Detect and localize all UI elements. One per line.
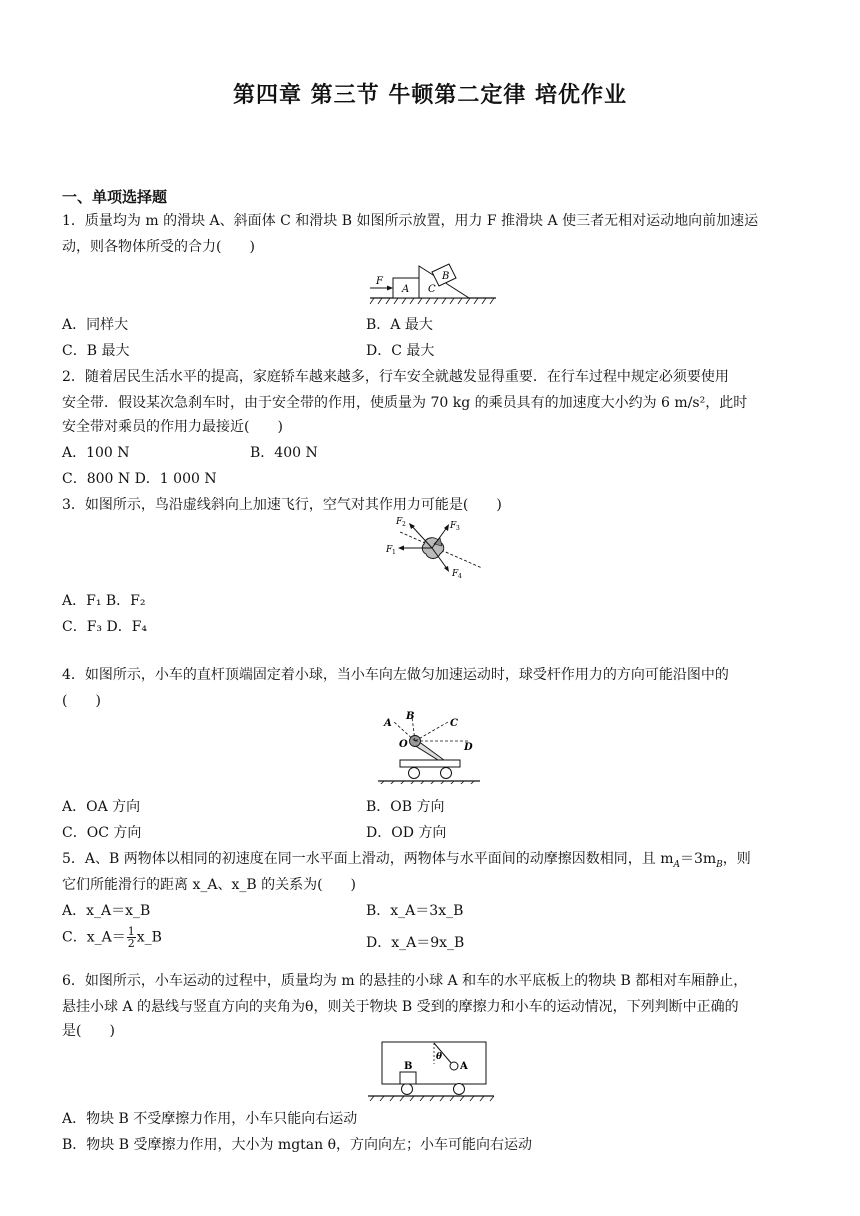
q4-option-b: B．OB 方向 (366, 799, 445, 815)
q2-option-cd: C．800 N D．1 000 N (62, 471, 217, 487)
q4-option-a: A．OA 方向 (62, 799, 141, 815)
q3-figure (378, 514, 490, 582)
q3-fig-sub-1: 1 (392, 549, 396, 556)
q1-fig-label-f: F (376, 276, 383, 287)
q1-fig-label-b: B (442, 271, 450, 282)
q6-stem-line1: 6．如图所示，小车运动的过程中，质量均为 m 的悬挂的小球 A 和车的水平底板上的物块 B 都相对车厢静止， (62, 973, 748, 989)
q5-option-d: D．x_A＝9x_B (366, 935, 465, 951)
q5-stem-line2: 它们所能滑行的距离 x_A、x_B 的关系为( ) (62, 877, 357, 893)
q6-figure (366, 1038, 496, 1102)
q3-fig-label-f3: F (450, 521, 457, 531)
q3-stem-line1: 3．如图所示，鸟沿虚线斜向上加速飞行，空气对其作用力可能是( ) (62, 497, 502, 513)
q2-stem-line3: 安全带对乘员的作用力最接近( ) (62, 419, 283, 435)
q5-option-b: B．x_A＝3x_B (366, 903, 464, 919)
q3-fig-label-f4: F (452, 569, 459, 579)
q4-stem-line1: 4．如图所示，小车的直杆顶端固定着小球，当小车向左做匀加速运动时，球受杆作用力的方向可能沿图中的 (62, 667, 729, 683)
q2-stem-line2: 安全带．假设某次急刹车时，由于安全带的作用，使质量为 70 kg 的乘员具有的加速度大小约为 6 m/s²，此时 (62, 395, 748, 411)
q6-fig-label-a: A (460, 1061, 468, 1072)
q1-figure (366, 260, 500, 306)
q3-fig-sub-2: 2 (402, 521, 406, 528)
q4-fig-label-o: O (399, 739, 408, 750)
q1-option-b: B．A 最大 (366, 317, 433, 333)
q2-option-b: B．400 N (250, 445, 318, 461)
q1-fig-label-a: A (402, 284, 410, 295)
q1-option-c: C．B 最大 (62, 343, 130, 359)
q3-option-ab: A．F₁ B．F₂ (62, 593, 146, 609)
q6-option-b: B．物块 B 受摩擦力作用，大小为 mgtan θ，方向向左；小车可能向右运动 (62, 1137, 533, 1153)
q4-stem-line2: ( ) (62, 693, 101, 709)
q6-stem-line2: 悬挂小球 A 的悬线与竖直方向的夹角为θ，则关于物块 B 受到的摩擦力和小车的运动情况，下列判断中正确的 (62, 999, 739, 1015)
q3-fig-sub-4: 4 (458, 573, 462, 580)
q4-fig-label-b: B (406, 711, 415, 722)
q5-option-c-fraction: $\frac{1}{2}$ (127, 925, 135, 950)
q5-option-c: C．x_A＝ $\frac{1}{2}$ x_B (62, 925, 162, 950)
q5-stem-line1: 5．A、B 两物体以相同的初速度在同一水平面上滑动，两物体与水平面间的动摩擦因数相同，且 $m_A=3m_B$，则 (62, 851, 751, 870)
q6-fig-label-theta: θ (436, 1052, 443, 1062)
q3-fig-sub-3: 3 (456, 525, 460, 532)
q4-option-c: C．OC 方向 (62, 825, 142, 841)
q4-fig-label-c: C (450, 718, 458, 729)
q3-fig-label-f2: F (396, 517, 403, 527)
q2-stem-line1: 2．随着居民生活水平的提高，家庭轿车越来越多，行车安全就越发显得重要．在行车过程中规定必须要使用 (62, 369, 729, 385)
q4-figure (374, 708, 484, 784)
q6-option-a: A．物块 B 不受摩擦力作用，小车只能向右运动 (62, 1111, 358, 1127)
section-heading: 一、单项选择题 (62, 188, 168, 206)
q2-option-a: A．100 N (62, 445, 130, 461)
q1-option-a: A．同样大 (62, 317, 129, 333)
q1-stem-line2: 动，则各物体所受的合力( ) (62, 239, 255, 255)
q1-fig-label-c: C (428, 284, 436, 295)
q4-fig-label-d: D (464, 742, 473, 753)
q1-stem-line1: 1．质量均为 m 的滑块 A、斜面体 C 和滑块 B 如图所示放置，用力 F 推滑块 A 使三者无相对运动地向前加速运 (62, 213, 759, 229)
q6-fig-label-b: B (404, 1061, 413, 1072)
q6-stem-line3: 是( ) (62, 1023, 115, 1039)
q4-option-d: D．OD 方向 (366, 825, 447, 841)
q5-option-a: A．x_A＝x_B (62, 903, 151, 919)
q4-fig-label-a: A (384, 718, 392, 729)
page-title: 第四章 第三节 牛顿第二定律 培优作业 (233, 82, 627, 108)
q3-fig-label-f1: F (386, 545, 393, 555)
q3-option-cd: C．F₃ D．F₄ (62, 619, 148, 635)
q1-option-d: D．C 最大 (366, 343, 435, 359)
